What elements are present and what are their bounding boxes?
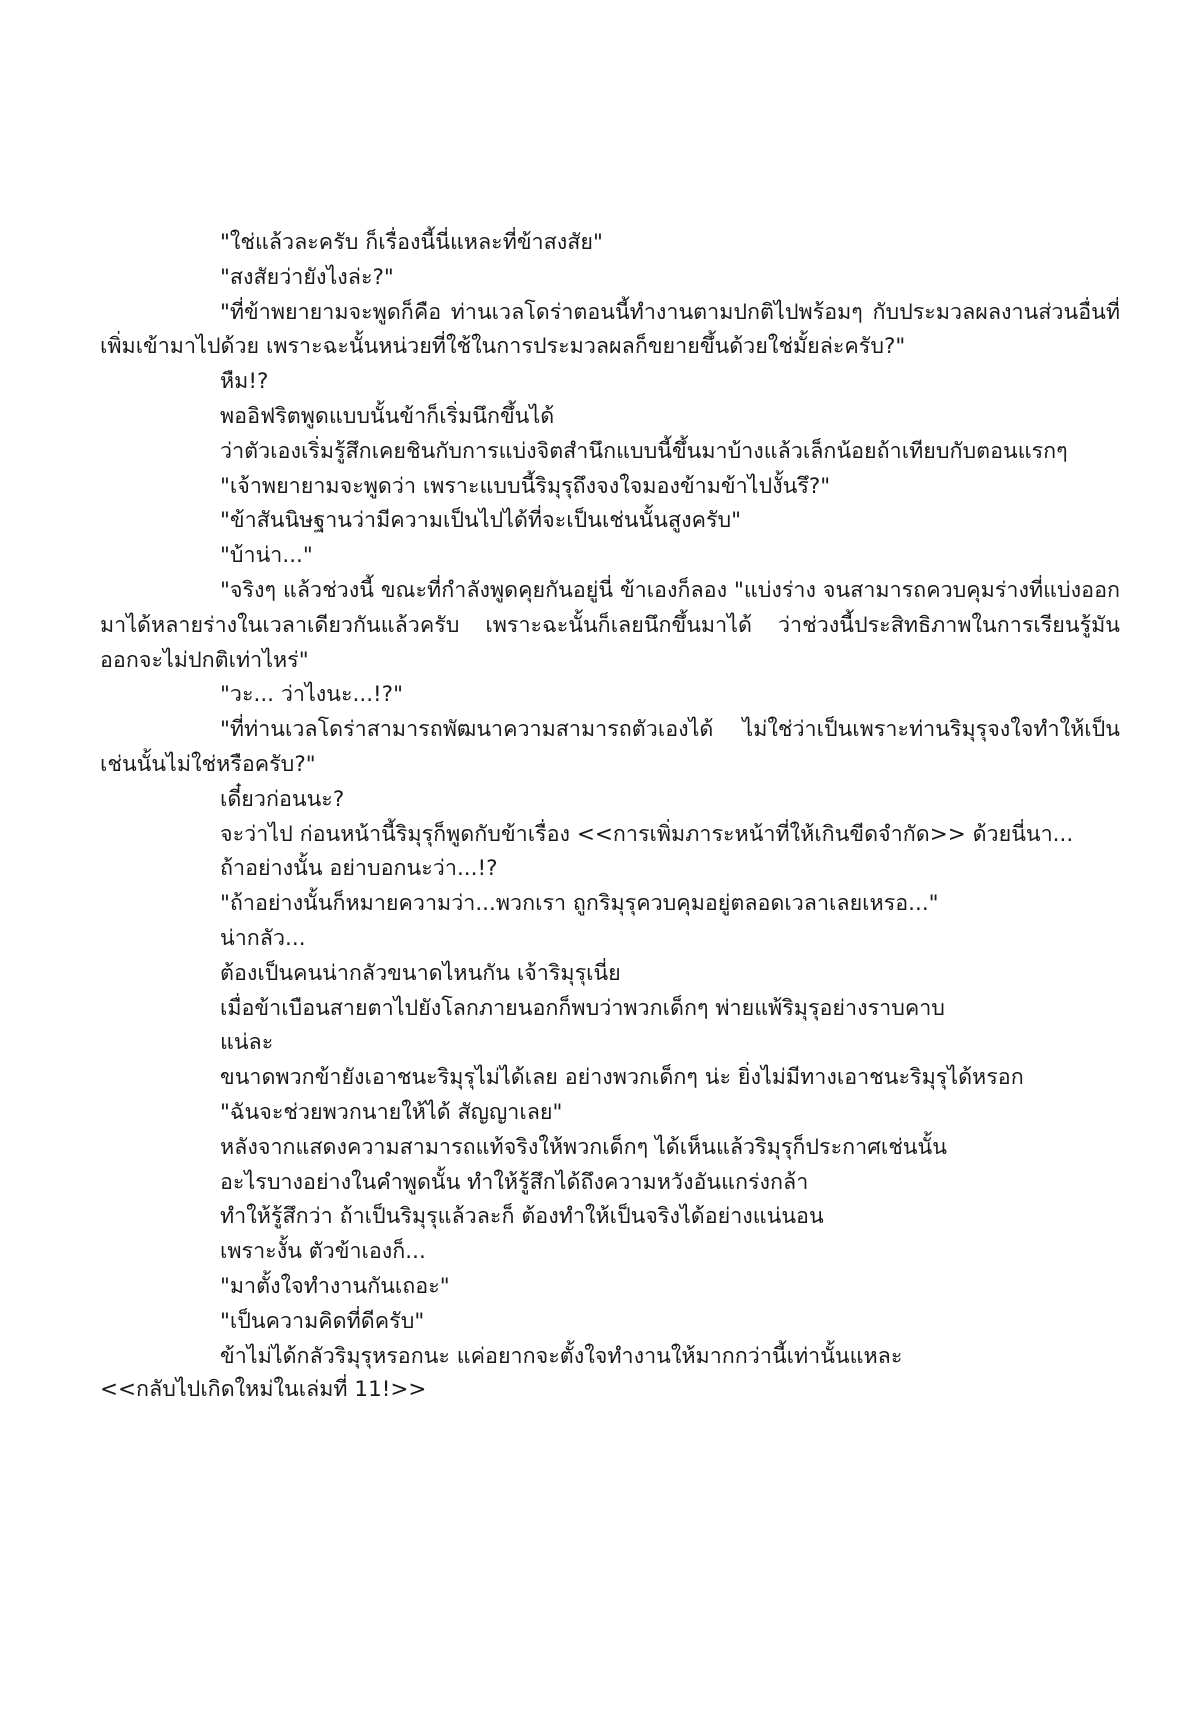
paragraph-23: หลังจากแสดงความสามารถแท้จริงให้พวกเด็กๆ ได้เห็นแล้วริมุรุก็ประกาศเช่นนั้น bbox=[220, 1134, 947, 1160]
paragraph-8: "ข้าสันนิษฐานว่ามีความเป็นไปได้ที่จะเป็นเช่นนั้นสูงครับ" bbox=[220, 508, 742, 534]
paragraph-5: พออิฟริตพูดแบบนั้นข้าก็เริ่มนึกขึ้นได้ bbox=[220, 403, 555, 429]
chapter-end-note: <<กลับไปเกิดใหม่ในเล่มที่ 11!>> bbox=[100, 1377, 427, 1402]
paragraph-3: "ที่ข้าพยายามจะพูดก็คือ ท่านเวลโดร่าตอนนี้ทำงานตามปกติไปพร้อมๆ กับประมวลผลงานส่วนอื่นที่เพิ่มเข้ามาไปด้วย เพราะฉะนั้นหน่วยที่ใช้ในการประมวลผลก็ขยายขึ้นด้วยใช่มั้ยล่ะครับ?" bbox=[100, 299, 1120, 360]
paragraph-1: "ใช่แล้วละครับ ก็เรื่องนี้นี่แหละที่ข้าสงสัย" bbox=[220, 230, 603, 255]
paragraph-7: "เจ้าพยายามจะพูดว่า เพราะแบบนี้ริมุรุถึงจงใจมองข้ามข้าไปงั้นรึ?" bbox=[220, 473, 831, 499]
paragraph-16: "ถ้าอย่างนั้นก็หมายความว่า...พวกเรา ถูกริมุรุควบคุมอยู่ตลอดเวลาเลยเหรอ..." bbox=[220, 891, 939, 917]
paragraph-19: เมื่อข้าเบือนสายตาไปยังโลกภายนอกก็พบว่าพวกเด็กๆ พ่ายแพ้ริมุรุอย่างราบคาบ bbox=[220, 995, 945, 1021]
paragraph-6: ว่าตัวเองเริ่มรู้สึกเคยชินกับการแบ่งจิตสำนึกแบบนี้ขึ้นมาบ้างแล้วเล็กน้อยถ้าเทียบกับตอนแรกๆ bbox=[220, 438, 1068, 464]
paragraph-18: ต้องเป็นคนน่ากลัวขนาดไหนกัน เจ้าริมุรุเนี่ย bbox=[220, 960, 621, 986]
paragraph-14: จะว่าไป ก่อนหน้านี้ริมุรุก็พูดกับข้าเรื่อง <<การเพิ่มภาระหน้าที่ให้เกินขีดจำกัด>> ด้วยนี่นา... bbox=[220, 821, 1074, 847]
paragraph-15: ถ้าอย่างนั้น อย่าบอกนะว่า...!? bbox=[220, 856, 498, 882]
paragraph-13: เดี๋ยวก่อนนะ? bbox=[220, 786, 345, 812]
paragraph-29: ข้าไม่ได้กลัวริมุรุหรอกนะ แค่อยากจะตั้งใจทำงานให้มากกว่านี้เท่านั้นแหละ bbox=[220, 1343, 903, 1369]
paragraph-17: น่ากลัว... bbox=[220, 925, 306, 951]
paragraph-11: "วะ... ว่าไงนะ...!?" bbox=[220, 682, 403, 708]
paragraph-22: "ฉันจะช่วยพวกนายให้ได้ สัญญาเลย" bbox=[220, 1099, 563, 1125]
story-text bbox=[100, 226, 1120, 1374]
paragraph-12: "ที่ท่านเวลโดร่าสามารถพัฒนาความสามารถตัวเองได้ ไม่ใช่ว่าเป็นเพราะท่านริมุรุจงใจทำให้เป็นเช่นนั้นไม่ใช่หรือครับ?" bbox=[100, 717, 1120, 777]
paragraph-20: แน่ละ bbox=[220, 1030, 274, 1056]
paragraph-26: เพราะงั้น ตัวข้าเองก็... bbox=[220, 1239, 426, 1265]
paragraph-4: หืม!? bbox=[220, 369, 269, 395]
paragraph-27: "มาตั้งใจทำงานกันเถอะ" bbox=[220, 1273, 450, 1299]
paragraph-9: "บ้าน่า..." bbox=[220, 543, 313, 569]
paragraph-28: "เป็นความคิดที่ดีครับ" bbox=[220, 1308, 425, 1334]
paragraph-24: อะไรบางอย่างในคำพูดนั้น ทำให้รู้สึกได้ถึงความหวังอันแกร่งกล้า bbox=[220, 1169, 809, 1195]
paragraph-10: "จริงๆ แล้วช่วงนี้ ขณะที่กำลังพูดคุยกันอยู่นี่ ข้าเองก็ลอง "แบ่งร่าง จนสามารถควบคุมร่างที่แบ่งออกมาได้หลายร่างในเวลาเดียวกันแล้วครับ เพราะฉะนั้นก็เลยนึกขึ้นมาได้ ว่าช่วงนี้ประสิทธิภาพในการเรียนรู้มันออกจะไม่ปกติเท่าไหร่" bbox=[100, 577, 1120, 673]
paragraph-25: ทำให้รู้สึกว่า ถ้าเป็นริมุรุแล้วละก็ ต้องทำให้เป็นจริงได้อย่างแน่นอน bbox=[220, 1204, 824, 1230]
paragraph-2: "สงสัยว่ายังไงล่ะ?" bbox=[220, 264, 394, 290]
paragraph-21: ขนาดพวกข้ายังเอาชนะริมุรุไม่ได้เลย อย่างพวกเด็กๆ น่ะ ยิ่งไม่มีทางเอาชนะริมุรุได้หรอก bbox=[220, 1065, 1024, 1091]
